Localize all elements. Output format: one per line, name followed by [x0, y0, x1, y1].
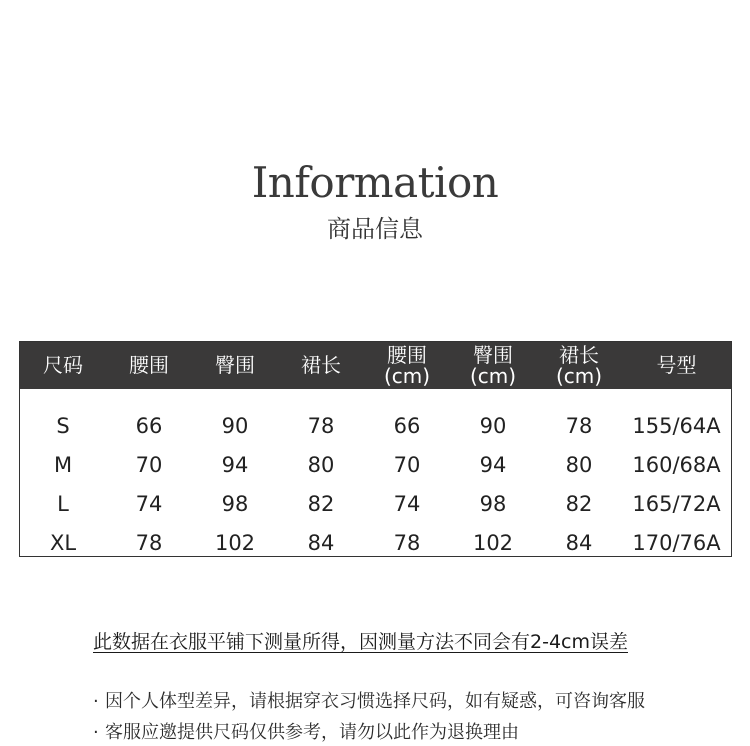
header-label: 号型: [656, 353, 697, 377]
cell-skirt-length-cm: 80: [565, 452, 593, 477]
cell-skirt-length-cm: 78: [565, 413, 593, 438]
header-label: 臀围: [473, 342, 513, 367]
cell-model-size: 170/76A: [632, 530, 721, 555]
cell-waist: 78: [135, 530, 163, 555]
cell-hip: 98: [221, 491, 249, 516]
header-label: 裙长: [559, 342, 599, 367]
note-bullet-item: [93, 720, 519, 746]
table-header: [20, 342, 731, 389]
header-label: 尺码: [43, 353, 83, 377]
note-bullet-item: [93, 689, 645, 715]
header-skirt-length: [278, 342, 364, 389]
cell-hip-cm: 102: [472, 530, 514, 555]
cell-hip: 94: [221, 452, 249, 477]
table-row: [20, 523, 731, 562]
cell-hip-cm: 98: [479, 491, 507, 516]
title-chinese: 商品信息: [327, 215, 423, 243]
cell-model-size: 160/68A: [632, 452, 721, 477]
cell-waist-cm: 78: [393, 530, 421, 555]
header-skirt-length-cm: [536, 342, 622, 389]
cell-size: M: [53, 452, 73, 477]
cell-waist: 74: [135, 491, 163, 516]
table-row: [20, 406, 731, 445]
cell-skirt-length: 84: [307, 530, 335, 555]
note-bullet-text: 客服应邀提供尺码仅供参考，请勿以此作为退换理由: [105, 722, 519, 743]
cell-skirt-length: 78: [307, 413, 335, 438]
cell-skirt-length: 80: [307, 452, 335, 477]
cell-skirt-length-cm: 84: [565, 530, 593, 555]
bullet-marker: ·: [93, 691, 99, 712]
title-english: Information: [251, 158, 499, 207]
header-hip-cm: [450, 342, 536, 389]
table-row: [20, 484, 731, 523]
header-waist-cm: [364, 342, 450, 389]
bullet-marker: ·: [93, 722, 99, 743]
cell-size: S: [56, 413, 70, 438]
cell-model-size: 155/64A: [632, 413, 721, 438]
header-label: 裙长: [301, 353, 341, 377]
header-unit: (cm): [469, 363, 517, 388]
cell-waist-cm: 70: [393, 452, 421, 477]
header-label: 腰围: [129, 353, 169, 377]
cell-waist: 66: [135, 413, 163, 438]
cell-size: XL: [49, 530, 77, 555]
cell-hip-cm: 94: [479, 452, 507, 477]
cell-hip: 102: [214, 530, 256, 555]
size-table: [19, 341, 732, 557]
cell-skirt-length: 82: [307, 491, 335, 516]
table-body: [20, 389, 731, 562]
measurement-note: 此数据在衣服平铺下测量所得，因测量方法不同会有2-4cm误差: [93, 631, 628, 653]
header-model-size: [622, 342, 731, 389]
cell-waist-cm: 74: [393, 491, 421, 516]
cell-size: L: [57, 491, 69, 516]
cell-waist: 70: [135, 452, 163, 477]
header-unit: (cm): [555, 363, 603, 388]
header-hip: [192, 342, 278, 389]
header-unit: (cm): [383, 363, 431, 388]
table-row: [20, 445, 731, 484]
header-waist: [106, 342, 192, 389]
note-bullet-text: 因个人体型差异，请根据穿衣习惯选择尺码，如有疑惑，可咨询客服: [105, 691, 645, 712]
header-size: [20, 342, 106, 389]
cell-model-size: 165/72A: [632, 491, 721, 516]
cell-skirt-length-cm: 82: [565, 491, 593, 516]
cell-waist-cm: 66: [393, 413, 421, 438]
header-label: 腰围: [387, 342, 427, 367]
header-label: 臀围: [215, 353, 255, 377]
cell-hip: 90: [221, 413, 249, 438]
cell-hip-cm: 90: [479, 413, 507, 438]
